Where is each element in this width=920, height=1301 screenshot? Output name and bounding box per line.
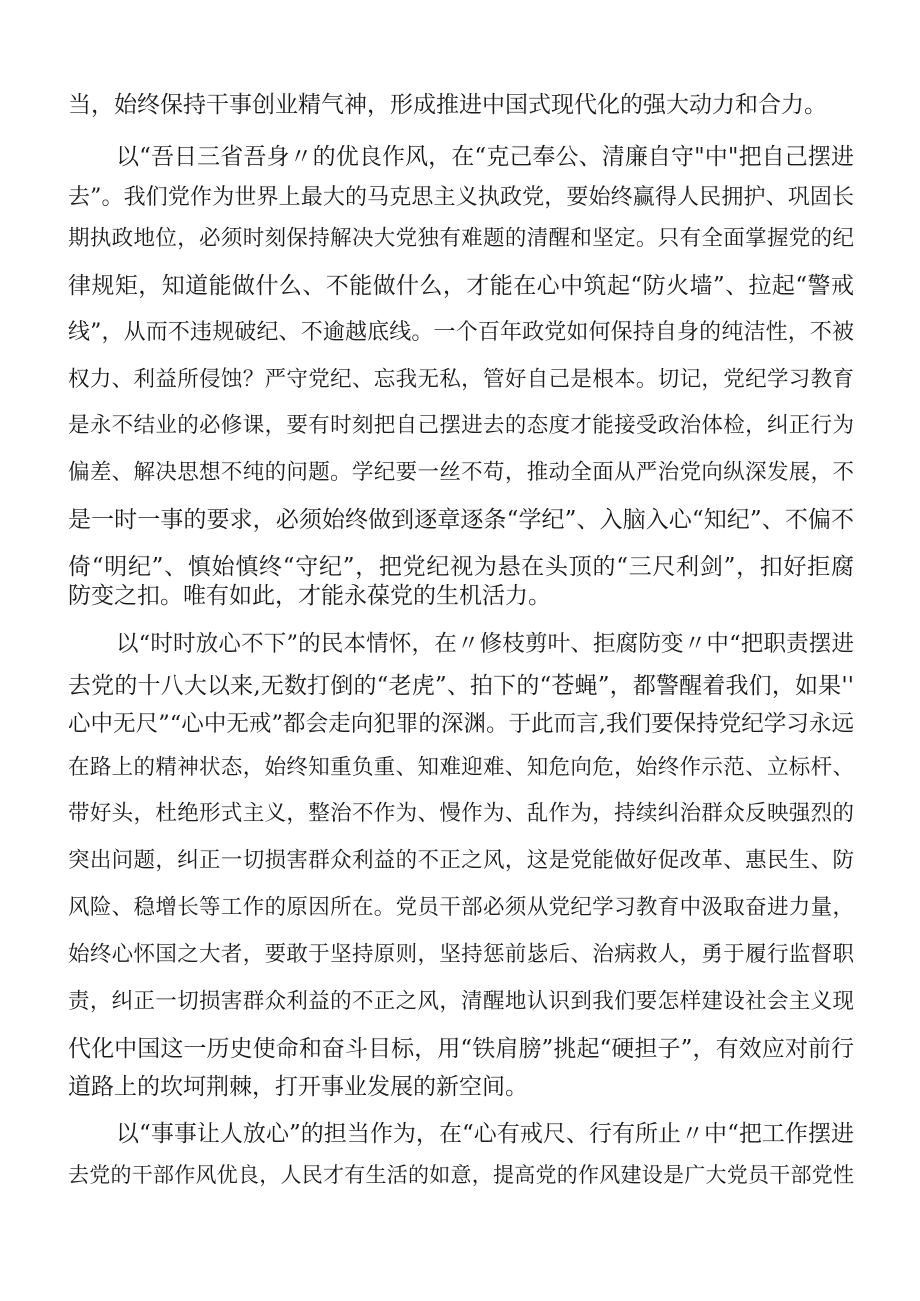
text-line: 心中无尺”“心中无戒”都会走向犯罪的深渊。于此而言,我们要保持党纪学习永远 (68, 711, 854, 737)
text-line: 代化中国这一历史使命和奋斗目标，用“铁肩膀”挑起“硬担子”，有效应对前行 (68, 1036, 854, 1062)
text-line: 偏差、解决思想不纯的问题。学纪要一丝不苟，推动全面从严治党向纵深发展，不 (68, 460, 854, 485)
text-line: 是一时一事的要求，必须始终做到逐章逐条“学纪”、入脑入心“知纪”、不偏不 (68, 507, 854, 533)
text-line: 权力、利益所侵蚀？严守党纪、忘我无私，管好自己是根本。切记，党纪学习教育 (68, 367, 854, 392)
text-line: 防变之扣。唯有如此，才能永葆党的生机活力。 (68, 583, 551, 609)
text-line: 律规矩，知道能做什么、不能做什么，才能在心中筑起“防火墙”、拉起“警戒 (68, 273, 854, 299)
text-line: 去”。我们党作为世界上最大的马克思主义执政党，要始终赢得人民拥护、巩固长 (68, 185, 854, 210)
text-line: 是永不结业的必修课，要有时刻把自己摆进去的态度才能接受政治体检，纠正行为 (68, 413, 854, 438)
text-line: 期执政地位，必须时刻保持解决大党独有难题的清醒和坚定。只有全面掌握党的纪 (68, 226, 854, 251)
text-line: 倚“明纪”、慎始慎终“守纪”，把党纪视为悬在头顶的“三尺利剑”，扣好拒腐 (68, 554, 854, 580)
text-line: 当，始终保持干事创业精气神，形成推进中国式现代化的强大动力和合力。 (68, 92, 827, 118)
text-line: 道路上的坎坷荆棘，打开事业发展的新空间。 (68, 1074, 528, 1100)
text-line: 带好头，杜绝形式主义，整治不作为、慢作为、乱作为，持续纠治群众反映强烈的 (68, 801, 854, 826)
text-line: 线”，从而不违规破纪、不逾越底线。一个百年政党如何保持自身的纯洁性，不被 (68, 320, 854, 345)
text-line: 去党的干部作风优良，人民才有生活的如意，提高党的作风建设是广大党员干部党性 (68, 1163, 854, 1187)
text-line: 在路上的精神状态，始终知重负重、知难迎难、知危向危，始终作示范、立标杆、 (68, 755, 854, 780)
paragraph-first-line: 以“时时放心不下”的民本情怀，在〃修枝剪叶、拒腐防变〃中“把职责摆进 (116, 631, 854, 657)
text-line: 风险、稳增长等工作的原因所在。党员干部必须从党纪学习教育中汲取奋进力量， (68, 895, 854, 920)
paragraph-first-line: 以“事事让人放心”的担当作为，在“心有戒尺、行有所止〃中“把工作摆进 (116, 1121, 854, 1147)
text-line: 责，纠正一切损害群众利益的不正之风，清醒地认识到我们要怎样建设社会主义现 (68, 989, 854, 1014)
text-line: 始终心怀国之大者，要敢于坚持原则，坚持惩前毖后、治病救人，勇于履行监督职 (68, 942, 854, 967)
text-line: 突出问题，纠正一切损害群众利益的不正之风，这是党能做好促改革、惠民生、防 (68, 848, 854, 873)
paragraph-first-line: 以“吾日三省吾身〃的优良作风，在“克己奉公、清廉自守"中"把自己摆进 (116, 144, 854, 170)
text-line: 去党的十八大以来,无数打倒的“老虎”、拍下的“苍蝇”，都警醒着我们，如果'' (68, 673, 854, 699)
